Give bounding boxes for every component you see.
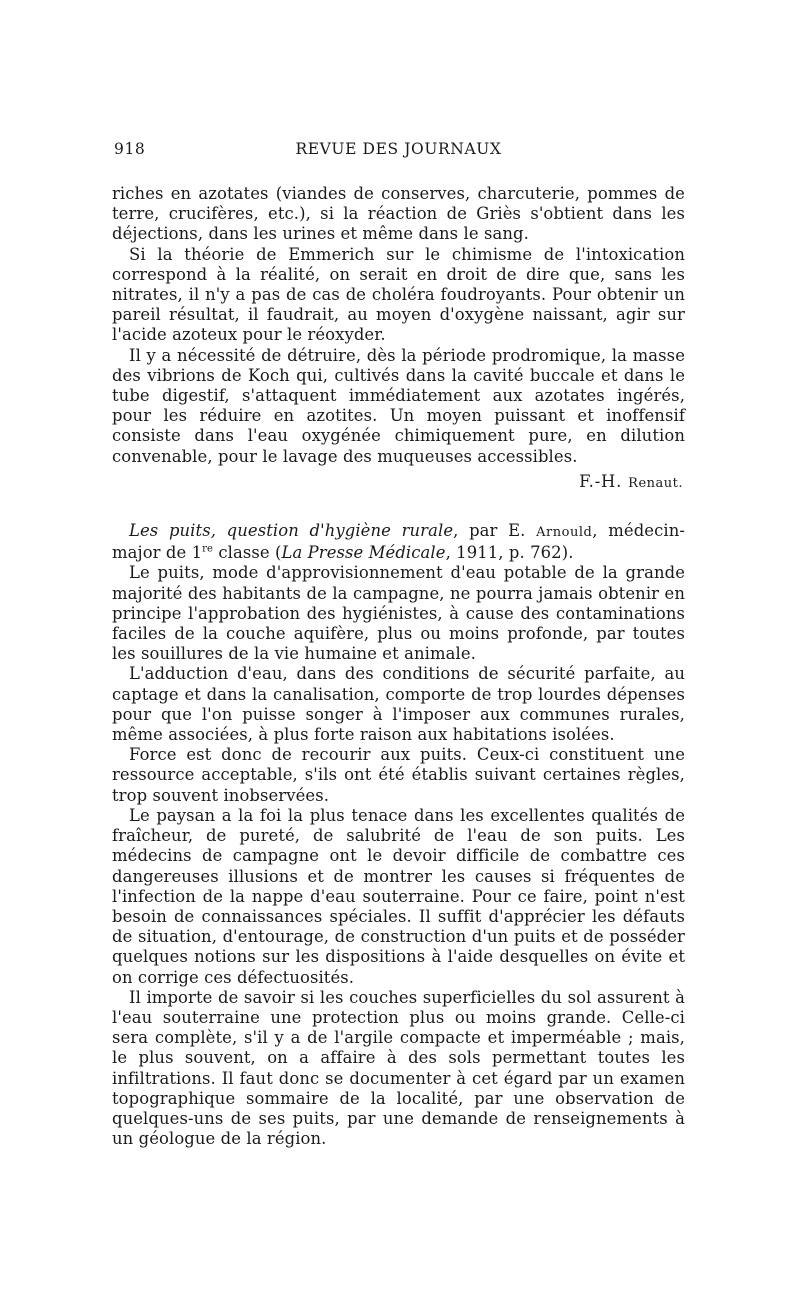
section-gap <box>112 494 685 521</box>
signature-name: Renaut. <box>628 475 683 491</box>
page-body <box>112 184 685 1149</box>
page-header <box>112 140 685 166</box>
paragraph: Force est donc de recourir aux puits. Ceux-ci constituent une ressource acceptable, s'ils ont été établis suivant certaines règles, trop souvent inobservées. <box>112 745 685 805</box>
author-signature <box>112 472 683 494</box>
reference-role-end: classe ( <box>213 543 282 563</box>
paragraph: Le paysan a la foi la plus tenace dans les excellentes qualités de fraîcheur, de pureté, de salubrité de l'eau de son puits. Les médecins de campagne ont le devoir difficile de combattre ces dangereuses illusions et de montrer les causes si fréquentes de l'infection de la nappe d'eau souterraine. Pour ce faire, point n'est besoin de connaissances spéciales. Il suffit d'apprécier les défauts de situation, d'entourage, de construction d'un puits et de posséder quelques notions sur les dispositions à l'aide desquelles on évite et on corrige ces défectuosités. <box>112 805 685 987</box>
running-title: REVUE DES JOURNAUX <box>295 140 502 158</box>
paragraph: Le puits, mode d'approvisionnement d'eau potable de la grande majorité des habitants de la campagne, ne pourra jamais obtenir en principe l'approbation des hygiénistes, à cause des contaminations faciles de la couche aquifère, plus ou moins profonde, par toutes les souillures de la vie humaine et animale. <box>112 563 685 664</box>
reference-title: Les puits, question d'hygiène rurale <box>129 521 454 541</box>
reference-author: Arnould <box>536 525 593 541</box>
paragraph: riches en azotates (viandes de conserves, charcuterie, pommes de terre, crucifères, etc.), si la réaction de Griès s'obtient dans les déjections, dans les urines et même dans le sang. <box>112 184 685 244</box>
article-reference <box>112 521 685 563</box>
paragraph: Si la théorie de Emmerich sur le chimisme de l'intoxication correspond à la réalité, on serait en droit de dire que, sans les nitrates, il n'y a pas de cas de choléra foudroyants. Pour obtenir un pareil résultat, il faudrait, au moyen d'oxygène naissant, agir sur l'acide azoteux pour le réoxyder. <box>112 244 685 345</box>
reference-role-sup: re <box>202 543 214 555</box>
paragraph: Il y a nécessité de détruire, dès la période prodromique, la masse des vibrions de Koch qui, cultivés dans la cavité buccale et dans le tube digestif, s'attaquent immédiatement aux azotates ingérés, pour les réduire en azotites. Un moyen puissant et inoffensif consiste dans l'eau oxygénée chimiquement pure, en dilution convenable, pour le lavage des muqueuses accessibles. <box>112 345 685 466</box>
reference-by: , par E. <box>453 521 537 541</box>
reference-details: , 1911, p. 762). <box>445 543 574 563</box>
paragraph: L'adduction d'eau, dans des conditions de sécurité parfaite, au captage et dans la canalisation, comporte de trop lourdes dépenses pour que l'on puisse songer à l'imposer aux communes rurales, même associées, à plus forte raison aux habitations isolées. <box>112 664 685 745</box>
journal-page <box>112 140 685 1149</box>
reference-journal: La Presse Médicale <box>281 543 446 563</box>
paragraph: Il importe de savoir si les couches superficielles du sol assurent à l'eau souterraine une protection plus ou moins grande. Celle-ci sera complète, s'il y a de l'argile compacte et imperméable ; mais, le plus souvent, on a affaire à des sols permettant toutes les infiltrations. Il faut donc se documenter à cet égard par un examen topographique sommaire de la localité, par une observation de quelques-uns de ses puits, par une demande de renseignements à un géologue de la région. <box>112 987 685 1149</box>
reference-role: , médecin-major de 1 <box>112 521 685 563</box>
page-number: 918 <box>114 140 146 158</box>
signature-initials: F.-H. <box>579 471 629 491</box>
